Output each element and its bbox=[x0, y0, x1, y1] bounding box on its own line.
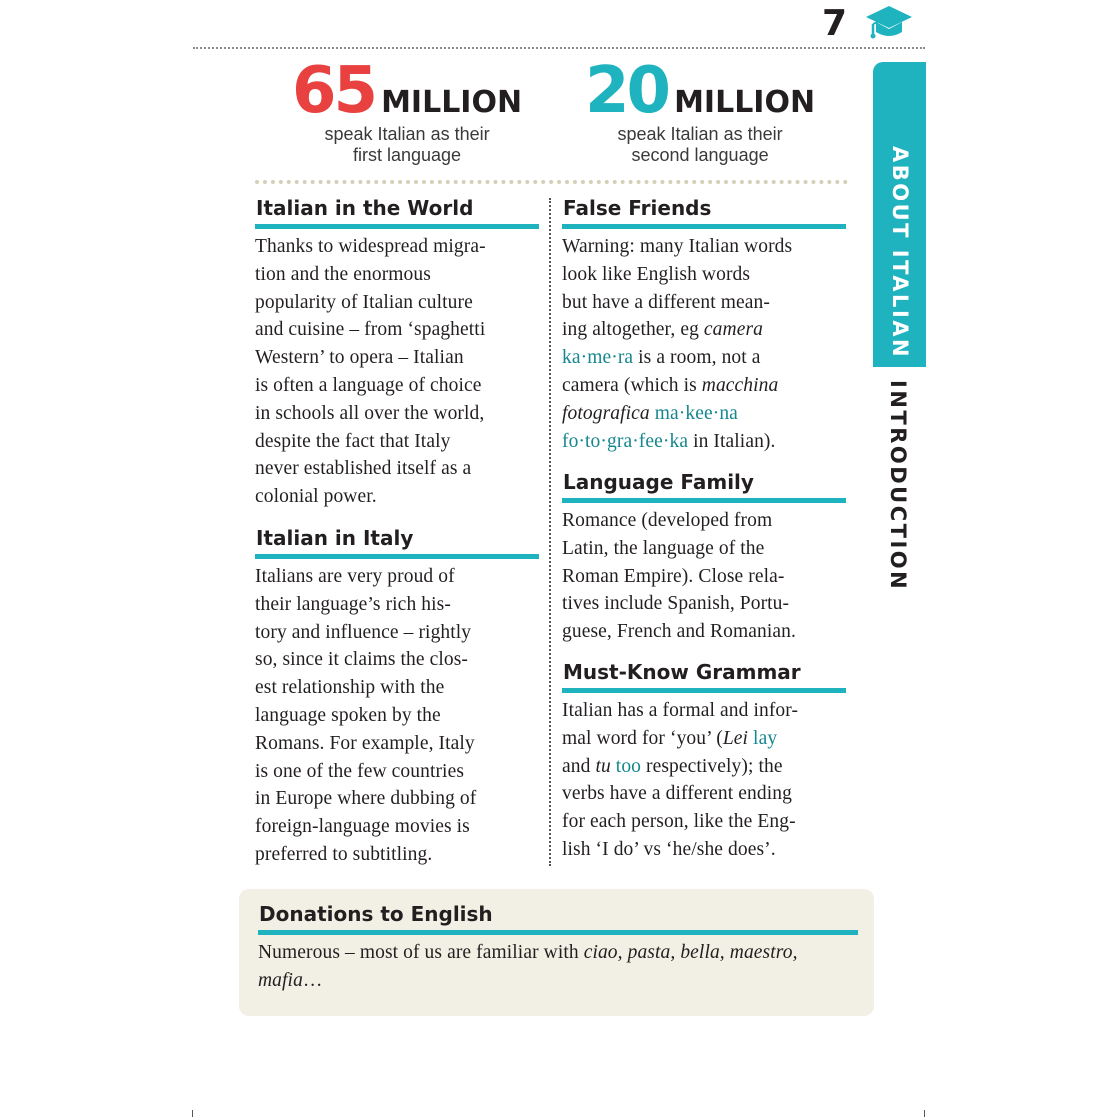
header-rule bbox=[193, 47, 925, 49]
stat-number: 20 bbox=[585, 54, 669, 128]
graduation-cap-icon bbox=[865, 4, 913, 40]
dotted-separator bbox=[255, 180, 848, 184]
section-heading: Italian in the World bbox=[256, 196, 474, 220]
page-number: 7 bbox=[822, 3, 848, 44]
stat-unit: MILLION bbox=[674, 85, 816, 120]
section-italian-in-italy bbox=[255, 525, 539, 869]
section-label: INTRODUCTION bbox=[886, 380, 910, 592]
section-body: Italians are very proud of their language’s rich his- tory and influence – rightly so, since it claims the clos- est relationship with the language spoken by the Romans. For example, Italy is one of the few countries in Europe where dubbing of foreign-language movies is preferred to subtitling. bbox=[255, 566, 477, 865]
italian-word: camera bbox=[703, 319, 763, 341]
italian-word: Lei bbox=[722, 727, 749, 749]
heading-rule bbox=[258, 930, 858, 935]
section-italian-in-the-world bbox=[255, 195, 539, 511]
italian-word: tu bbox=[595, 755, 611, 777]
section-heading: False Friends bbox=[563, 196, 712, 220]
body-text: Italian has a formal and infor- mal word for ‘you’ ( bbox=[562, 700, 799, 749]
heading-rule bbox=[562, 498, 846, 503]
section-language-family bbox=[562, 469, 846, 646]
body-text: Numerous – most of us are familiar with bbox=[258, 942, 584, 963]
stat-caption: speak Italian as their second language bbox=[617, 124, 783, 165]
section-heading: Must-Know Grammar bbox=[563, 660, 801, 684]
section-body: Thanks to widespread migra- tion and the enormous popularity of Italian culture and cuisine – from ‘spaghetti Western’ to opera – Italian is often a language of choice in schools all over the world, despite the fact that Italy never established itself as a colonial power. bbox=[255, 236, 486, 508]
stat-first-language bbox=[292, 54, 522, 166]
stat-unit: MILLION bbox=[381, 85, 523, 120]
section-heading: Donations to English bbox=[259, 902, 493, 926]
column-divider bbox=[549, 198, 551, 866]
section-heading: Language Family bbox=[563, 470, 754, 494]
crop-mark bbox=[924, 1110, 925, 1117]
body-text: respectively); the verbs have a different ending for each person, like the Eng- lish ‘I do’ vs ‘he/she does’. bbox=[562, 755, 796, 860]
stat-second-language bbox=[585, 54, 815, 166]
body-text: is a room, not a camera (which is bbox=[562, 347, 761, 396]
pronunciation: ka·me·ra bbox=[562, 347, 634, 369]
stat-caption: speak Italian as their first language bbox=[324, 124, 490, 165]
heading-rule bbox=[562, 224, 846, 229]
section-body: Romance (developed from Latin, the language of the Roman Empire). Close rela- tives include Spanish, Portu- guese, French and Romanian. bbox=[562, 510, 796, 643]
section-body bbox=[562, 697, 846, 864]
heading-rule bbox=[255, 554, 539, 559]
pronunciation: ma·kee·na fo·to·gra·fee·ka bbox=[562, 402, 738, 452]
body-text: Warning: many Italian words look like English words but have a different mean- ing altogether, eg bbox=[562, 236, 793, 341]
stat-number: 65 bbox=[292, 54, 376, 128]
pronunciation: lay bbox=[753, 727, 778, 749]
chapter-tab-label: ABOUT ITALIAN bbox=[888, 146, 912, 360]
body-text: and bbox=[562, 755, 591, 777]
pronunciation: too bbox=[615, 755, 642, 777]
body-text: in Italian). bbox=[688, 430, 776, 452]
section-body bbox=[258, 939, 858, 995]
italian-word-list: ciao, pasta, bella, maestro, mafia bbox=[258, 942, 798, 991]
crop-mark bbox=[192, 1110, 193, 1117]
section-must-know-grammar bbox=[562, 659, 846, 864]
ellipsis: … bbox=[302, 969, 323, 991]
section-body bbox=[562, 233, 846, 455]
heading-rule bbox=[562, 688, 846, 693]
heading-rule bbox=[255, 224, 539, 229]
section-false-friends bbox=[562, 195, 846, 455]
donations-box bbox=[239, 889, 874, 1016]
section-heading: Italian in Italy bbox=[256, 526, 414, 550]
italian-word: macchina fotografica bbox=[562, 374, 779, 424]
